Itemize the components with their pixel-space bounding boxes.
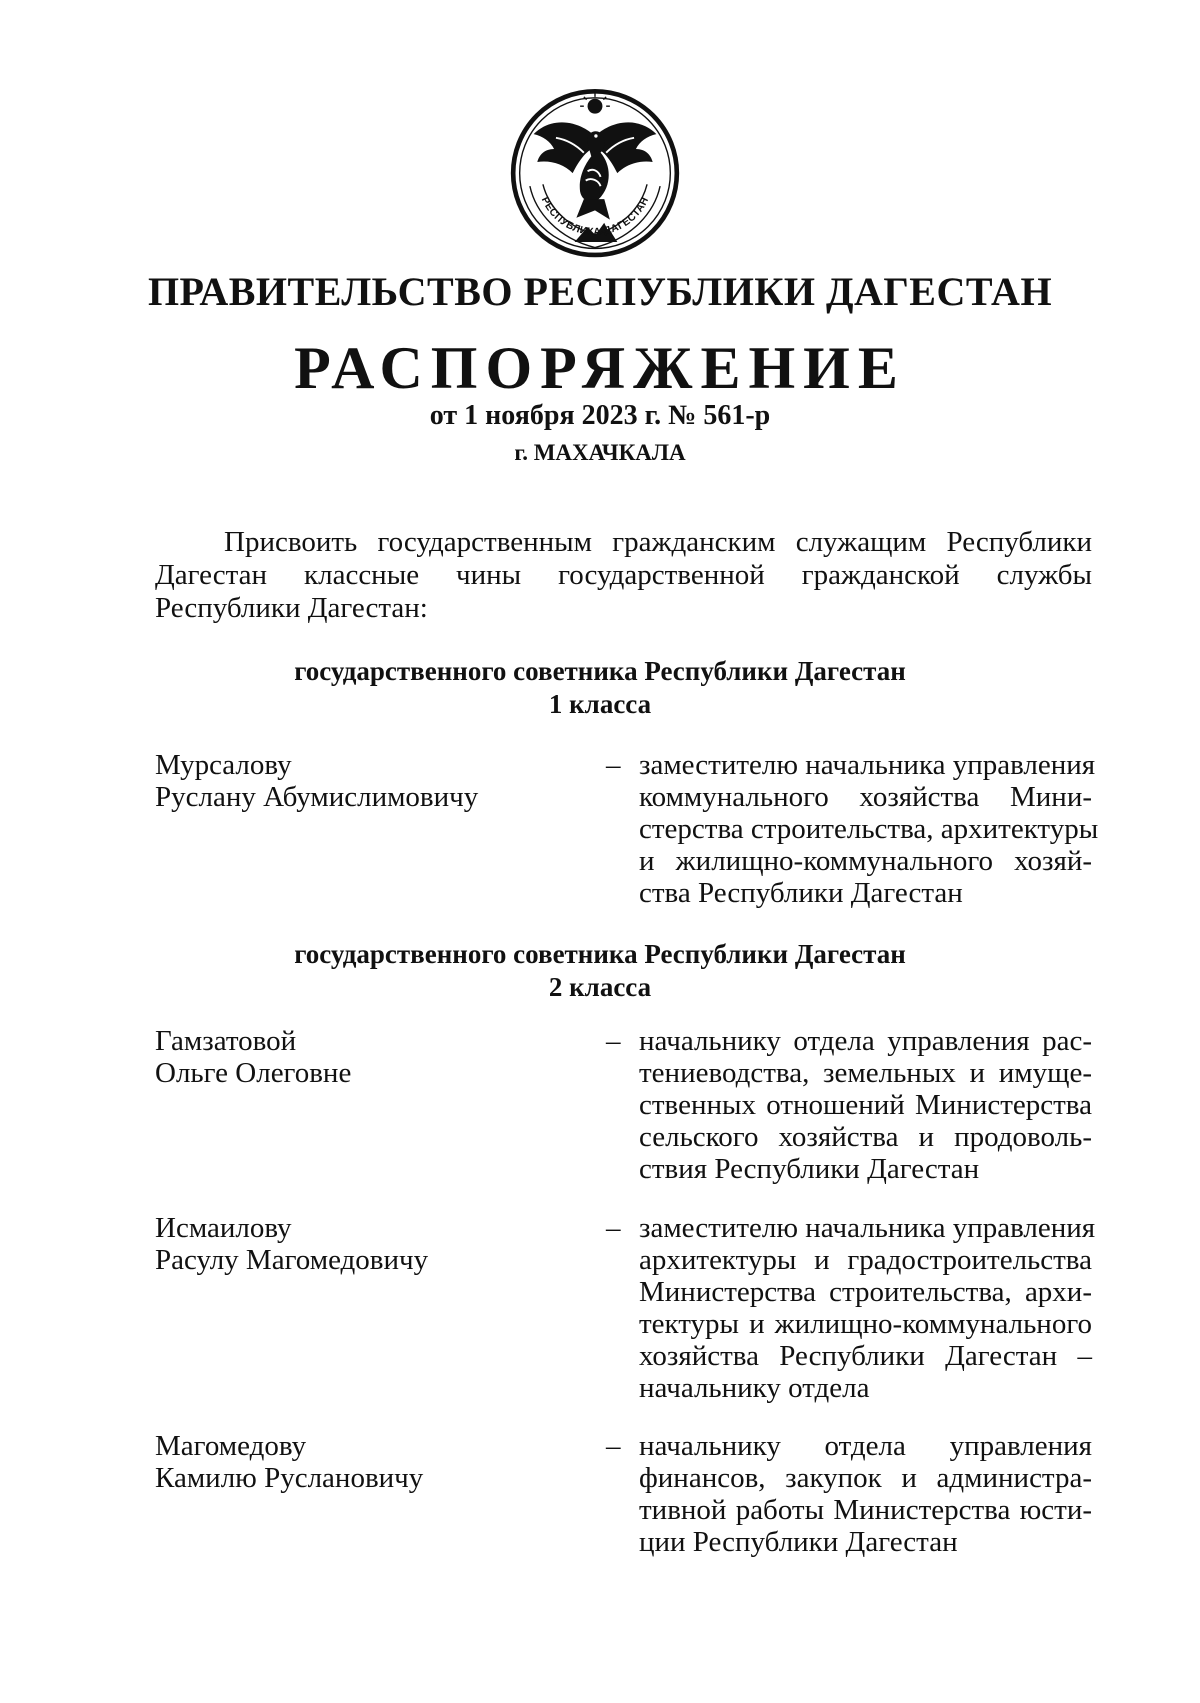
person-name [155, 1025, 575, 1089]
position-line: заместителю начальника управления [639, 749, 1096, 781]
person-position [639, 749, 1099, 909]
position-line: начальнику отдела [639, 1372, 870, 1404]
rank-heading [0, 938, 1200, 1004]
intro-line: Дагестан классные чины государственной гражданской службы [155, 559, 1092, 591]
position-line: ствия Республики Дагестан [639, 1153, 980, 1185]
person-position [639, 1212, 1096, 1404]
position-line: финансов, закупок и администра- [639, 1462, 1092, 1494]
rank-heading-line: государственного советника Республики Дагестан [294, 656, 906, 686]
coat-of-arms-emblem [502, 82, 688, 268]
rank-heading-line: 2 класса [548, 972, 652, 1002]
position-line: сельского хозяйства и продоволь- [639, 1121, 1092, 1153]
person-name-line: Руслану Абумислимовичу [155, 781, 479, 813]
position-line: Министерства строительства, архи- [639, 1276, 1092, 1308]
person-name-line: Мурсалову [155, 749, 292, 781]
rank-heading [0, 655, 1200, 721]
dash-separator: – [606, 749, 621, 781]
position-line: тивной работы Министерства юсти- [639, 1494, 1092, 1526]
position-line: ства Республики Дагестан [639, 877, 963, 909]
position-line: заместителю начальника управления [639, 1212, 1096, 1244]
document-city: г. МАХАЧКАЛА [514, 440, 686, 465]
rank-heading-line: государственного советника Республики Дагестан [294, 939, 906, 969]
position-line: тектуры и жилищно-коммунального [639, 1308, 1092, 1340]
person-name-line: Магомедову [155, 1430, 307, 1462]
person-name-line: Гамзатовой [155, 1025, 297, 1057]
emblem-ribbon-text: РЕСПУБЛИКА ДАГЕСТАН [538, 195, 652, 238]
dash-separator: – [606, 1430, 621, 1462]
person-name [155, 749, 575, 813]
person-position [639, 1430, 1092, 1558]
position-line: хозяйства Республики Дагестан – [639, 1340, 1092, 1372]
rank-heading-line: 1 класса [548, 689, 652, 719]
document-type: РАСПОРЯЖЕНИЕ [294, 335, 906, 401]
dash-separator: – [606, 1212, 621, 1244]
intro-line: Республики Дагестан: [155, 592, 428, 624]
position-line: тениеводства, земельных и имуще- [639, 1057, 1092, 1089]
position-line: и жилищно-коммунального хозяй- [639, 845, 1092, 877]
intro-line: Присвоить государственным гражданским служащим Республики [224, 526, 1092, 558]
document-date-number: от 1 ноября 2023 г. № 561-р [429, 400, 771, 431]
person-name-line: Ольге Олеговне [155, 1057, 352, 1089]
government-title: ПРАВИТЕЛЬСТВО РЕСПУБЛИКИ ДАГЕСТАН [147, 269, 1053, 314]
position-line: ции Республики Дагестан [639, 1526, 958, 1558]
position-line: коммунального хозяйства Мини- [639, 781, 1092, 813]
person-name-line: Расулу Магомедовичу [155, 1244, 429, 1276]
person-name-line: Камилю Руслановичу [155, 1462, 424, 1494]
position-line: начальнику отдела управления рас- [639, 1025, 1092, 1057]
position-line: стерства строительства, архитектуры [639, 813, 1099, 845]
person-name [155, 1430, 575, 1494]
sun-icon [580, 93, 610, 113]
position-line: архитектуры и градостроительства [639, 1244, 1092, 1276]
position-line: начальнику отдела управления [639, 1430, 1092, 1462]
person-name-line: Исмаилову [155, 1212, 292, 1244]
intro-paragraph [155, 526, 1092, 625]
dash-separator: – [606, 1025, 621, 1057]
person-position [639, 1025, 1092, 1185]
position-line: ственных отношений Министерства [639, 1089, 1092, 1121]
person-name [155, 1212, 575, 1276]
